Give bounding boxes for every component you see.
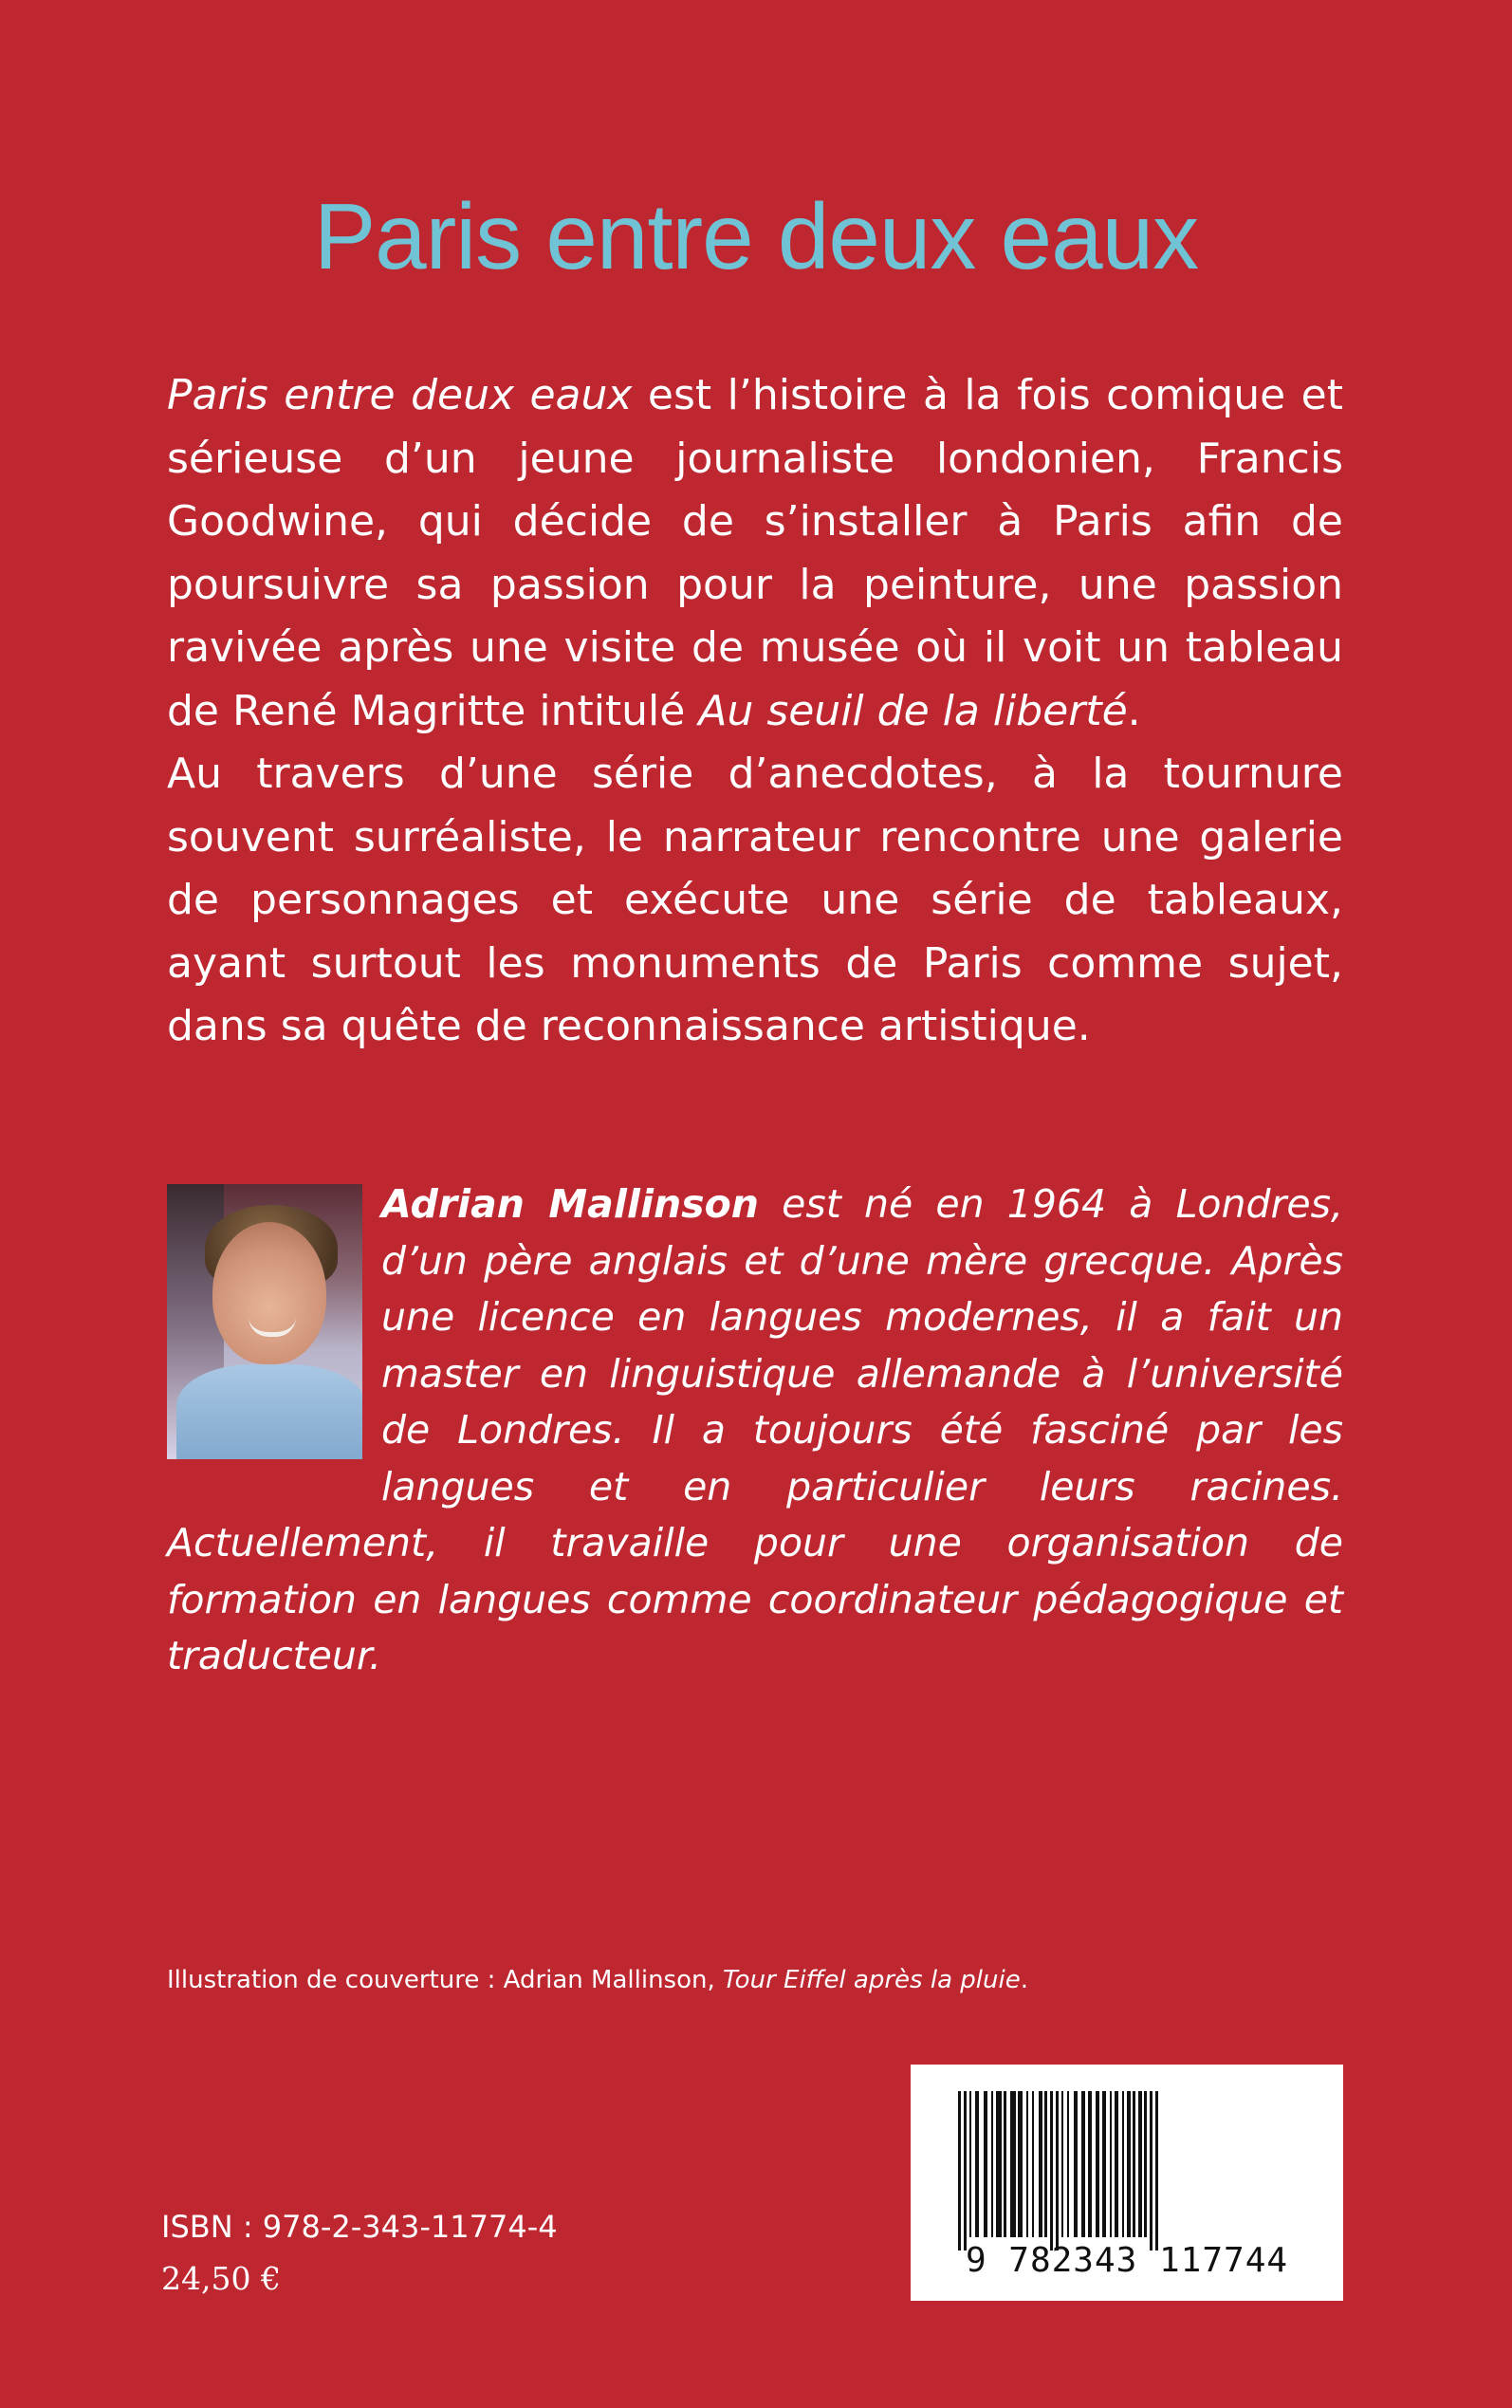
barcode-bar	[1067, 2091, 1069, 2237]
barcode-bar	[1004, 2091, 1006, 2237]
barcode-bar	[1074, 2091, 1078, 2237]
barcode-bar	[1102, 2091, 1106, 2237]
author-name: Adrian Mallinson	[381, 1181, 759, 1227]
author-bio	[167, 1176, 1343, 1685]
barcode-bar	[1115, 2091, 1118, 2237]
barcode-bar	[1018, 2091, 1023, 2237]
barcode-bar	[1088, 2091, 1092, 2237]
barcode-bar	[964, 2091, 967, 2251]
barcode-bar	[1133, 2091, 1135, 2237]
barcode-bar	[1032, 2091, 1034, 2237]
barcode-bar	[1081, 2091, 1085, 2237]
barcode-bar	[991, 2091, 993, 2237]
barcode-bar	[1096, 2091, 1099, 2237]
barcode-bar	[996, 2091, 1002, 2237]
barcode-bar	[1061, 2091, 1063, 2237]
barcode-bar	[984, 2091, 987, 2237]
summary-text: est l’histoire à la fois comique et sérieuse d’un jeune journaliste londonien, Francis Goodwine, qui décide de s’installer à Paris afin de poursuivre sa passion pour la peinture, une passion ravivée après une visite de musée où il voit un tableau de René Magritte intitulé	[167, 371, 1343, 735]
isbn: ISBN : 978-2-343-11774-4	[161, 2209, 558, 2245]
summary-paragraph-2: Au travers d’une série d’anecdotes, à la tournure souvent surréaliste, le narrateur rencontre une galerie de personnages et exécute une série de tableaux, ayant surtout les monuments de Paris comme sujet, dans sa quête de reconnaissance artistique.	[167, 750, 1343, 1050]
author-bio-text: est né en 1964 à Londres, d’un père anglais et d’une mère grecque. Après une licence en langues modernes, il a fait un master en linguistique allemande à l’université de Londres. Il a toujours été fasciné par les langues et en particulier leurs racines. Actuellement, il travaille pour une organisation de formation en langues comme coordinateur pédagogique et traducteur.	[167, 1181, 1343, 1678]
barcode-bar	[969, 2091, 971, 2237]
barcode-bar	[1044, 2091, 1047, 2237]
barcode-bar	[1150, 2091, 1152, 2251]
barcode-bar	[1056, 2091, 1059, 2251]
summary-period: .	[1127, 686, 1141, 735]
barcode	[911, 2065, 1343, 2301]
credit-suffix: .	[1020, 1966, 1028, 1994]
credit-work-title: Tour Eiffel après la pluie	[723, 1966, 1021, 1994]
barcode-bar	[1026, 2091, 1028, 2237]
barcode-digits: 9 782343 117744	[965, 2241, 1289, 2280]
cover-illustration-credit	[167, 1966, 1028, 1994]
barcode-bar	[1050, 2091, 1053, 2251]
barcode-bar	[1010, 2091, 1016, 2237]
barcode-bar	[1138, 2091, 1142, 2237]
book-summary	[167, 364, 1343, 1059]
barcode-bar	[958, 2091, 961, 2251]
barcode-bar	[1110, 2091, 1112, 2237]
summary-paragraph-1	[167, 364, 1343, 743]
barcode-bar	[1039, 2091, 1042, 2237]
credit-prefix: Illustration de couverture : Adrian Mallinson,	[167, 1966, 724, 1994]
summary-title-italic: Paris entre deux eaux	[167, 371, 633, 419]
author-photo	[167, 1184, 362, 1459]
barcode-bar	[1122, 2091, 1124, 2237]
book-title: Paris entre deux eaux	[313, 183, 1199, 288]
barcode-bar	[1155, 2091, 1158, 2251]
price: 24,50 €	[161, 2260, 281, 2297]
barcode-bar	[975, 2091, 979, 2237]
painting-title: Au seuil de la liberté	[698, 686, 1128, 735]
barcode-bar	[1127, 2091, 1131, 2237]
barcode-bar	[1144, 2091, 1147, 2237]
